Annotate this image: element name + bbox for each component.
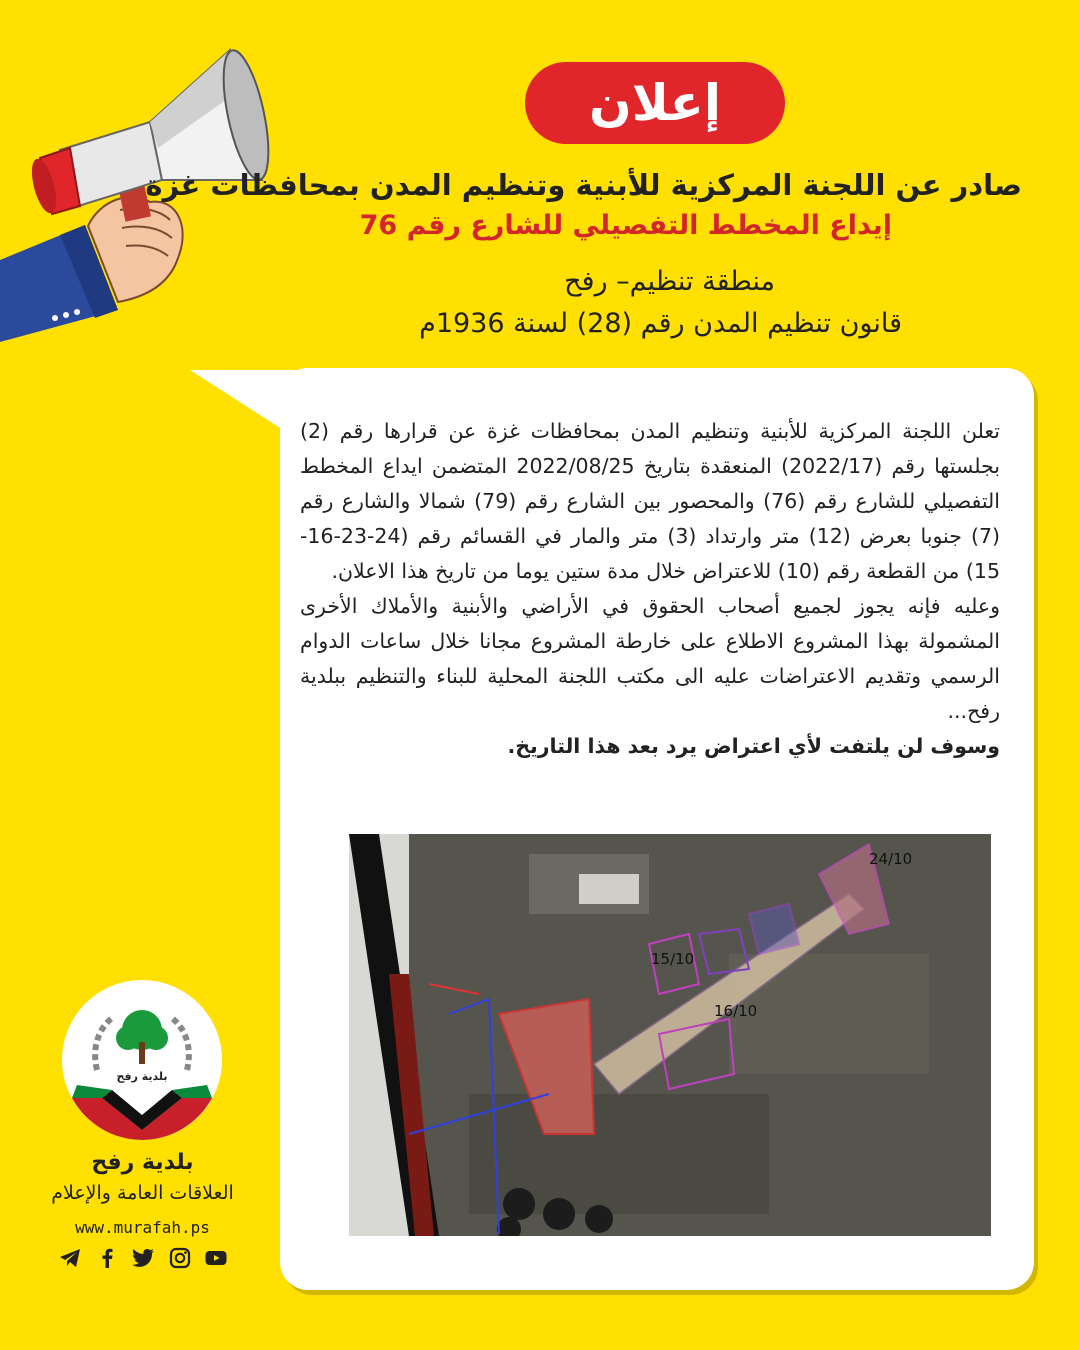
telegram-icon[interactable] bbox=[58, 1246, 82, 1270]
subject-heading: إيداع المخطط التفصيلي للشارع رقم 76 bbox=[359, 210, 892, 241]
body-paragraph-1: تعلن اللجنة المركزية للأبنية وتنظيم المدن بمحافظات غزة عن قرارها رقم (2) بجلستها رقم (2022/17) المنعقدة بتاريخ 2022/08/25 المتضمن ايداع المخطط التفصيلي للشارع رقم (76) والمحصور بين الشارع رقم (79) شمالا والشارع رقم (7) جنوبا بعرض (12) متر وارتداد (3) متر والمار في القسائم رقم (24-23-16-15) من القطعة رقم (10) للاعتراض خلال مدة ستين يوما من تاريخ هذا الاعلان. bbox=[300, 419, 1001, 583]
zone-heading: منطقة تنظيم– رفح bbox=[564, 266, 775, 297]
instagram-icon[interactable] bbox=[168, 1246, 192, 1270]
department-name: العلاقات العامة والإعلام bbox=[51, 1182, 234, 1204]
parcel-label-15: 15/10 bbox=[651, 950, 695, 968]
logo-text: بلدية رفح bbox=[116, 1070, 168, 1083]
law-heading: قانون تنظيم المدن رقم (28) لسنة 1936م bbox=[419, 308, 902, 339]
street-plan-map bbox=[349, 834, 991, 1236]
municipality-logo bbox=[62, 980, 222, 1140]
parcel-label-16: 16/10 bbox=[714, 1002, 758, 1020]
social-links bbox=[58, 1246, 228, 1270]
twitter-icon[interactable] bbox=[131, 1246, 155, 1270]
municipality-name: بلدية رفح bbox=[91, 1150, 194, 1175]
website-link[interactable]: www.murafah.ps bbox=[75, 1218, 210, 1237]
parcel-label-24: 24/10 bbox=[869, 850, 913, 868]
issuer-heading: صادر عن اللجنة المركزية للأبنية وتنظيم المدن بمحافظات غزة bbox=[145, 168, 1022, 202]
body-paragraph-2: وعليه فإنه يجوز لجميع أصحاب الحقوق في الأراضي والأبنية والأملاك الأخرى المشمولة بهذا المشروع الاطلاع على خارطة المشروع مجانا خلال ساعات الدوام الرسمي وتقديم الاعتراضات عليه الى مكتب اللجنة المحلية للبناء والتنظيم ببلدية رفح... bbox=[300, 594, 1000, 723]
announcement-body bbox=[300, 414, 1000, 764]
facebook-icon[interactable] bbox=[95, 1246, 119, 1270]
body-paragraph-3: وسوف لن يلتفت لأي اعتراض يرد بعد هذا التاريخ. bbox=[507, 734, 1000, 758]
announcement-badge: إعلان bbox=[525, 62, 785, 144]
youtube-icon[interactable] bbox=[204, 1246, 228, 1270]
